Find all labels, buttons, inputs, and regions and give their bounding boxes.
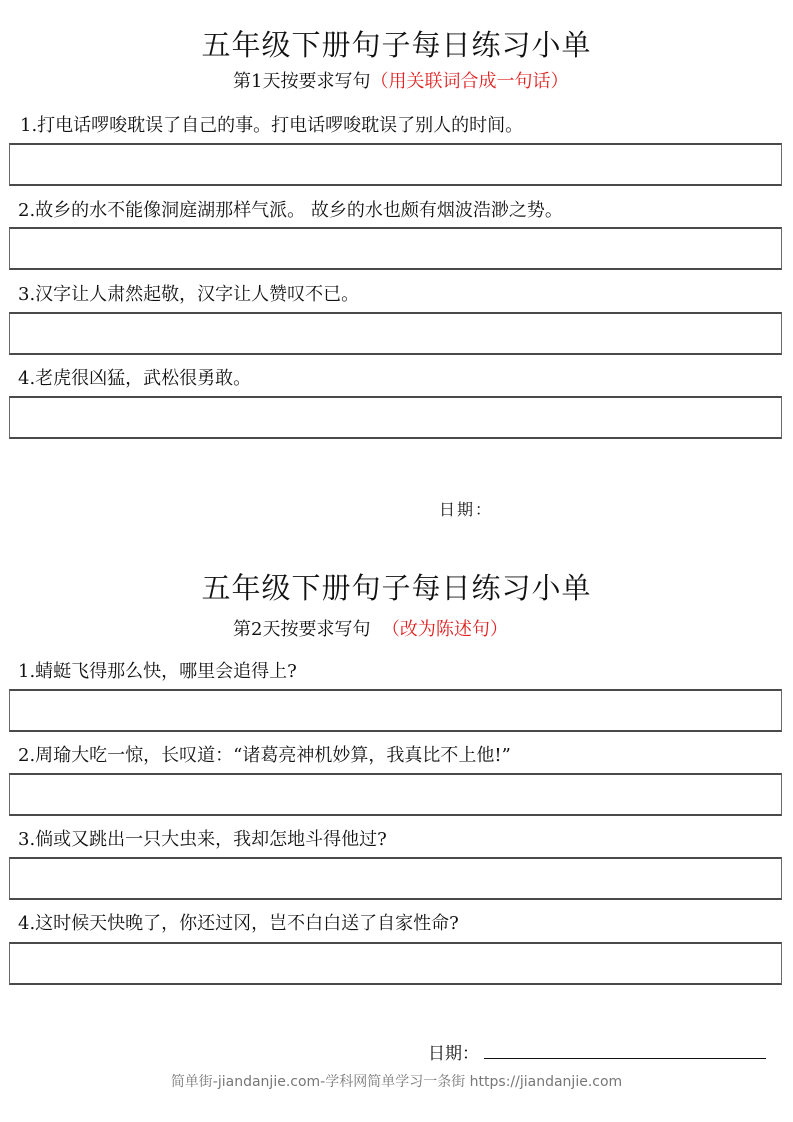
section2-answer-box-3[interactable] bbox=[9, 857, 782, 900]
section1-question-4: 4.老虎很凶猛，武松很勇敢。 bbox=[18, 368, 252, 389]
section2-subtitle-note: （改为陈述句） bbox=[381, 619, 508, 640]
section1-title: 五年级下册句子每日练习小单 bbox=[201, 28, 592, 62]
section2-question-3: 3.倘或又跳出一只大虫来，我却怎地斗得他过? bbox=[18, 829, 387, 850]
section2-date-label: 日期： bbox=[428, 1044, 479, 1064]
section1-question-3: 3.汉字让人肃然起敬，汉字让人赞叹不已。 bbox=[18, 284, 360, 305]
section1-subtitle-note: （用关联词合成一句话） bbox=[370, 71, 569, 92]
section2-answer-box-4[interactable] bbox=[9, 942, 782, 985]
section2-question-1: 1.蜻蜓飞得那么快，哪里会追得上? bbox=[18, 661, 297, 682]
section2-title: 五年级下册句子每日练习小单 bbox=[201, 571, 592, 605]
footer-watermark: 简单街-jiandanjie.com-学科网简单学习一条街 https://jiandanjie.com bbox=[170, 1074, 623, 1090]
section1-question-2: 2.故乡的水不能像洞庭湖那样气派。 故乡的水也颇有烟波浩渺之势。 bbox=[18, 200, 563, 221]
section1-answer-box-1[interactable] bbox=[9, 143, 782, 186]
section2-subtitle bbox=[233, 618, 508, 642]
section1-subtitle-main: 第1天按要求写句 bbox=[233, 71, 371, 92]
section2-answer-box-1[interactable] bbox=[9, 689, 782, 732]
section2-question-2: 2.周瑜大吃一惊，长叹道：“诸葛亮神机妙算，我真比不上他!” bbox=[18, 745, 511, 766]
section2-subtitle-main: 第2天按要求写句 bbox=[233, 619, 371, 640]
section2-date-line[interactable] bbox=[484, 1058, 766, 1059]
section1-answer-box-2[interactable] bbox=[9, 227, 782, 270]
section1-answer-box-4[interactable] bbox=[9, 396, 782, 439]
section1-subtitle bbox=[233, 70, 568, 94]
section2-answer-box-2[interactable] bbox=[9, 773, 782, 816]
section1-date-label: 日期： bbox=[439, 500, 494, 519]
section1-answer-box-3[interactable] bbox=[9, 312, 782, 355]
section1-question-1: 1.打电话啰唆耽误了自己的事。打电话啰唆耽误了别人的时间。 bbox=[20, 115, 524, 136]
section2-question-4: 4.这时候天快晚了，你还过冈，岂不白白送了自家性命? bbox=[18, 913, 459, 934]
